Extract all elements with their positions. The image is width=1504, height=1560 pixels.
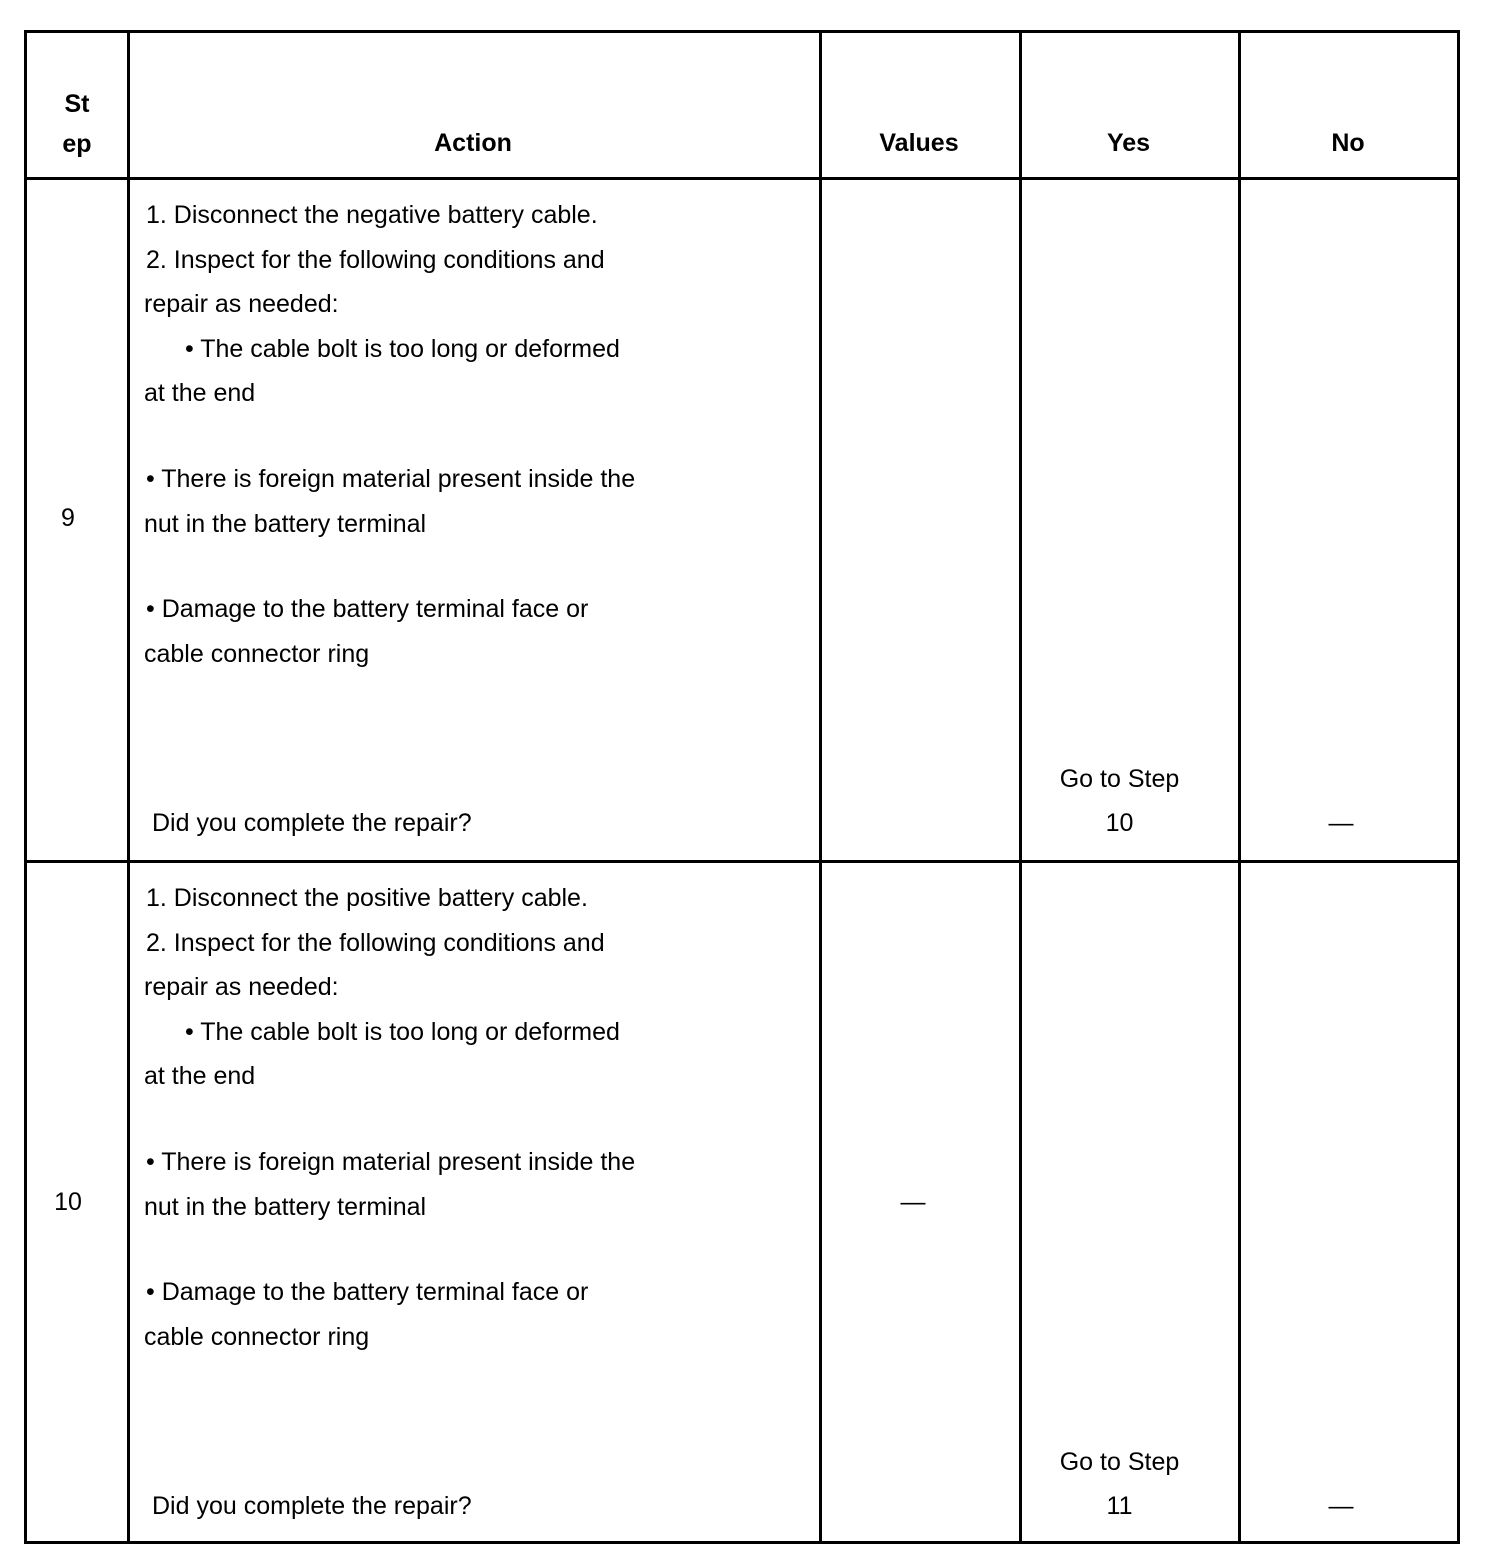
action-question: Did you complete the repair? [152,809,472,837]
header-yes: Yes [1106,129,1151,157]
action-item-2-cont: repair as needed: [144,290,339,318]
values-cell: — [900,1188,926,1216]
header-no: No [1331,129,1365,157]
action-bullet-3: • Damage to the battery terminal face or [146,1278,589,1306]
step-number: 9 [61,504,75,532]
column-divider [819,33,822,1541]
action-bullet-2: • There is foreign material present inside the [146,1148,636,1176]
header-values: Values [879,129,959,157]
no-cell: — [1328,809,1354,837]
action-item-2: 2. Inspect for the following conditions and [146,246,605,274]
yes-goto-line2: 10 [1105,809,1134,837]
action-bullet-1-cont: at the end [144,1062,256,1090]
header-step-line2: ep [62,130,92,158]
action-bullet-2-cont: nut in the battery terminal [144,1193,427,1221]
action-item-2-cont: repair as needed: [144,973,339,1001]
yes-goto-line2: 11 [1106,1492,1133,1520]
action-item-2: 2. Inspect for the following conditions and [146,929,605,957]
action-bullet-1: • The cable bolt is too long or deformed [185,335,620,363]
yes-goto-line1: Go to Step [1059,765,1180,793]
header-action: Action [434,129,512,157]
action-bullet-2: • There is foreign material present inside the [146,465,636,493]
action-bullet-3-cont: cable connector ring [144,640,370,668]
step-number: 10 [54,1188,82,1216]
action-bullet-3-cont: cable connector ring [144,1323,370,1351]
no-cell: — [1328,1492,1354,1520]
action-bullet-1-cont: at the end [144,379,256,407]
action-item-1: 1. Disconnect the negative battery cable. [146,201,598,229]
action-bullet-2-cont: nut in the battery terminal [144,510,427,538]
column-divider [127,33,130,1541]
action-item-1: 1. Disconnect the positive battery cable. [146,884,588,912]
header-step-line1: St [64,90,90,118]
yes-goto-line1: Go to Step [1059,1448,1180,1476]
action-bullet-1: • The cable bolt is too long or deformed [185,1018,620,1046]
column-divider [1238,33,1241,1541]
action-question: Did you complete the repair? [152,1492,472,1520]
row-divider [27,860,1457,863]
action-bullet-3: • Damage to the battery terminal face or [146,595,589,623]
row-divider [27,177,1457,180]
